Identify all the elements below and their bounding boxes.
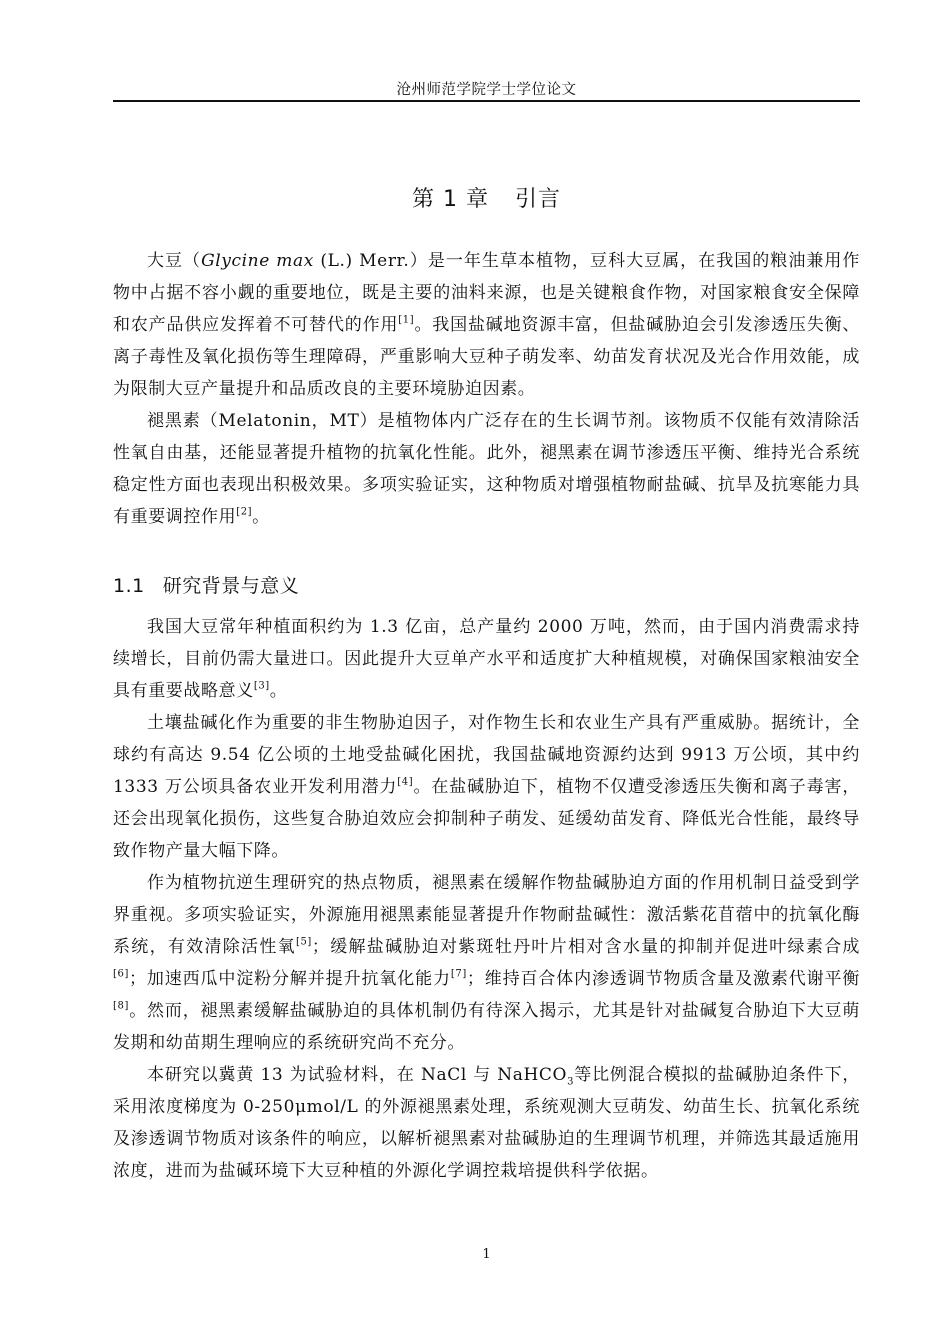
text-run: ；维持百合体内渗透调节物质含量及激素代谢平衡 <box>466 969 860 989</box>
background-paragraph-3 <box>113 867 860 1059</box>
section-number: 1.1 <box>113 575 145 597</box>
background-paragraph-4 <box>113 1059 860 1187</box>
text-run: 。在盐碱胁迫下，植物不仅遭受渗透压失衡和离子毒害，还会出现氧化损伤，这些复合胁迫效应会抑制种子萌发、延缓幼苗发育、降低光合性能，最终导致作物产量大幅下降。 <box>113 777 861 861</box>
chapter-number: 第 1 章 <box>412 187 489 212</box>
text-run: ；加速西瓜中淀粉分解并提升抗氧化能力 <box>128 969 451 989</box>
citation: [8] <box>113 1000 129 1012</box>
intro-body <box>113 245 860 533</box>
citation: [4] <box>397 776 414 788</box>
citation: [6] <box>113 968 129 980</box>
text-run: ；缓解盐碱胁迫对紫斑牡丹叶片相对含水量的抑制并促进叶绿素合成 <box>311 937 861 957</box>
citation: [1] <box>398 314 415 326</box>
background-paragraph-1 <box>113 611 860 707</box>
section-heading <box>113 571 299 598</box>
section-title: 研究背景与意义 <box>162 575 300 597</box>
chapter-title: 引言 <box>514 187 561 212</box>
text-run: 。 <box>269 681 288 701</box>
background-paragraph-2 <box>113 707 860 867</box>
subscript: 3 <box>567 1076 575 1088</box>
text-run: 褪黑素（Melatonin，MT）是植物体内广泛存在的生长调节剂。该物质不仅能有效清除活性氧自由基，还能显著提升植物的抗氧化性能。此外，褪黑素在调节渗透压平衡、维持光合系统稳定性方面也表现出积极效果。多项实验证实，这种物质对增强植物耐盐碱、抗旱及抗寒能力具有重要调控作用 <box>113 411 860 527</box>
background-body <box>113 611 860 1187</box>
text-run: 大豆（ <box>147 251 202 271</box>
text-run: 。我国盐碱地资源丰富，但盐碱胁迫会引发渗透压失衡、离子毒性及氧化损伤等生理障碍，严重影响大豆种子萌发率、幼苗发育状况及光合作用效能，成为限制大豆产量提升和品质改良的主要环境胁迫因素。 <box>113 315 860 399</box>
text-run: 我国大豆常年种植面积约为 1.3 亿亩，总产量约 2000 万吨，然而，由于国内消费需求持续增长，目前仍需大量进口。因此提升大豆单产水平和适度扩大种植规模，对确保国家粮油安全具有重要战略意义 <box>113 617 860 701</box>
running-header: 沧州师范学院学士学位论文 <box>396 82 577 98</box>
citation: [7] <box>450 968 467 980</box>
text-run: 作为植物抗逆生理研究的热点物质，褪黑素在缓解作物盐碱胁迫方面的作用机制日益受到学界重视。多项实验证实，外源施用褪黑素能显著提升作物耐盐碱性：激活紫花苜蓿中的抗氧化酶系统，有效清除活性氧 <box>113 873 860 957</box>
citation: [2] <box>236 506 253 518</box>
text-run: 土壤盐碱化作为重要的非生物胁迫因子，对作物生长和农业生产具有严重威胁。据统计，全球约有高达 9.54 亿公顷的土地受盐碱化困扰，我国盐碱地资源约达到 9913 万公顷，其中约 1333 万公顷具备农业开发利用潜力 <box>113 713 860 797</box>
page-number: 1 <box>482 1247 491 1262</box>
text-run: 等比例混合模拟的盐碱胁迫条件下，采用浓度梯度为 0-250μmol/L 的外源褪黑素处理，系统观测大豆萌发、幼苗生长、抗氧化系统及渗透调节物质对该条件的响应，以解析褪黑素对盐碱胁迫的生理调节机理，并筛选其最适施用浓度，进而为盐碱环境下大豆种植的外源化学调控栽培提供科学依据。 <box>113 1065 860 1181</box>
intro-paragraph-1 <box>113 245 860 405</box>
citation: [3] <box>253 680 270 692</box>
header-rule <box>113 100 860 102</box>
species-name: Glycine max <box>201 251 314 271</box>
text-run: (L.) Merr.）是一年生草本植物，豆科大豆属，在我国的粮油兼用作物中占据不容小觑的重要地位，既是主要的油料来源，也是关键粮食作物，对国家粮食安全保障和农产品供应发挥着不可替代的作用 <box>113 251 860 335</box>
intro-paragraph-2 <box>113 405 860 533</box>
chapter-heading <box>113 182 860 213</box>
citation: [5] <box>295 936 312 948</box>
text-run: 。然而，褪黑素缓解盐碱胁迫的具体机制仍有待深入揭示，尤其是针对盐碱复合胁迫下大豆萌发期和幼苗期生理响应的系统研究尚不充分。 <box>113 1001 860 1053</box>
text-run: 本研究以冀黄 13 为试验材料，在 NaCl 与 NaHCO <box>147 1065 568 1085</box>
text-run: 。 <box>252 507 270 527</box>
